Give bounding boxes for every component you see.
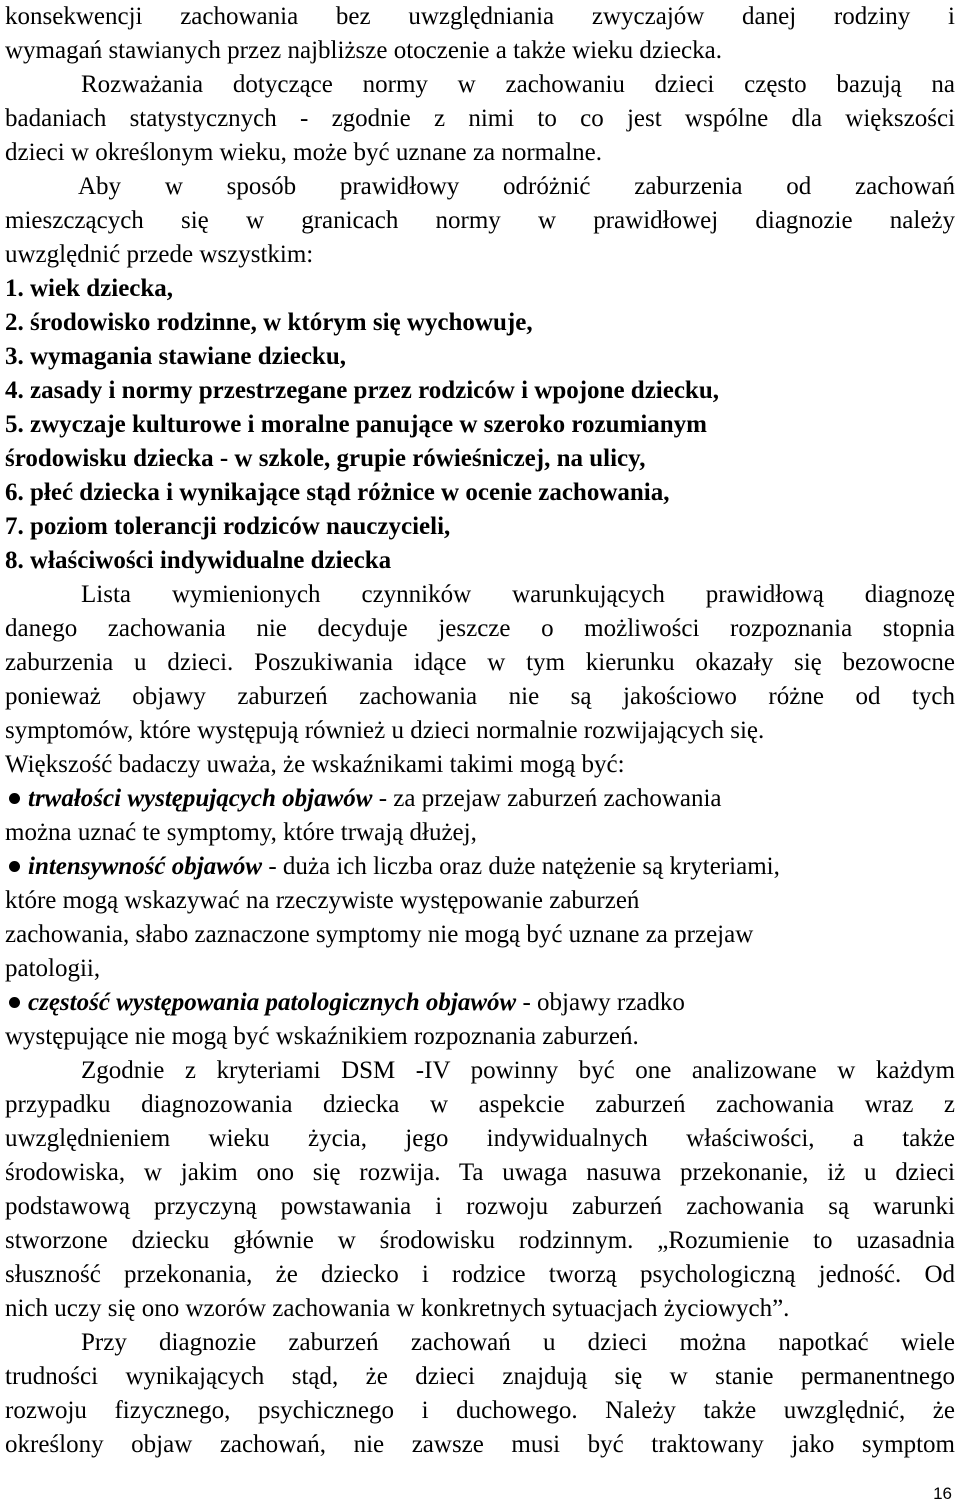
text-line: wymagań stawianych przez najbliższe otoczenie a także wieku dziecka. xyxy=(5,37,723,64)
bullet-term: częstość występowania patologicznych objawów xyxy=(28,989,517,1016)
list-item: 6. płeć dziecka i wynikające stąd różnice w ocenie zachowania, xyxy=(5,479,670,506)
text-line: trudności wynikających stąd, że dzieci znajdują się w stanie permanentnego xyxy=(5,1363,955,1390)
text-line: określony objaw zachowań, nie zawsze musi być traktowany jako symptom xyxy=(5,1431,955,1458)
text-line: symptomów, które występują również u dzieci normalnie rozwijających się. xyxy=(5,717,765,744)
text-line: słuszność przekonania, że dziecko i rodzice tworzą psychologiczną jedność. Od xyxy=(5,1261,955,1288)
text-line: mieszczących się w granicach normy w prawidłowej diagnozie należy xyxy=(5,207,955,234)
page-number: 16 xyxy=(933,1484,952,1503)
bullet-icon xyxy=(9,793,20,804)
bullet-term: trwałości występujących objawów xyxy=(28,785,373,812)
list-item: 1. wiek dziecka, xyxy=(5,275,174,302)
text-line: Lista wymienionych czynników warunkujących prawidłową diagnozę xyxy=(81,581,955,608)
bullet-text: - objawy rzadko xyxy=(516,989,685,1016)
text-line: zachowania, słabo zaznaczone symptomy nie mogą być uznane za przejaw xyxy=(5,921,754,948)
factors-list xyxy=(5,272,955,578)
text-line: Przy diagnozie zaburzeń zachowań u dzieci można napotkać wiele xyxy=(81,1329,955,1356)
list-item xyxy=(5,986,955,1020)
bullet-term: intensywność objawów xyxy=(28,853,263,880)
indicator-list xyxy=(5,782,955,1054)
text-line: rozwoju fizycznego, psychicznego i duchowego. Należy także uwzględnić, że xyxy=(5,1397,955,1424)
text-line: przypadku diagnozowania dziecka w aspekcie zaburzeń zachowania wraz z xyxy=(5,1091,955,1118)
list-item: 3. wymagania stawiane dziecku, xyxy=(5,343,346,370)
list-item xyxy=(5,850,955,884)
text-line: badaniach statystycznych - zgodnie z nimi to co jest wspólne dla większości xyxy=(5,105,955,132)
list-item: 7. poziom tolerancji rodziców nauczycieli, xyxy=(5,513,451,540)
bullet-text: - za przejaw zaburzeń zachowania xyxy=(372,785,722,812)
list-item: środowisku dziecka - w szkole, grupie rówieśniczej, na ulicy, xyxy=(5,445,646,472)
text-line: które mogą wskazywać na rzeczywiste występowanie zaburzeń xyxy=(5,887,640,914)
text-line: konsekwencji zachowania bez uwzględniania zwyczajów danej rodziny i xyxy=(5,3,955,30)
text-line: podstawową przyczyną powstawania i rozwoju zaburzeń zachowania są warunki xyxy=(5,1193,955,1220)
bullet-text: - duża ich liczba oraz duże natężenie są kryteriami, xyxy=(262,853,780,880)
text-line: danego zachowania nie decyduje jeszcze o możliwości rozpoznania stopnia xyxy=(5,615,955,642)
text-line: zaburzenia u dzieci. Poszukiwania idące w tym kierunku okazały się bezowocne xyxy=(5,649,955,676)
text-line: patologii, xyxy=(5,955,101,982)
text-line: dzieci w określonym wieku, może być uznane za normalne. xyxy=(5,139,602,166)
text-line: Aby w sposób prawidłowy odróżnić zaburzenia od zachowań xyxy=(78,173,955,200)
text-line: Większość badaczy uważa, że wskaźnikami takimi mogą być: xyxy=(5,751,625,778)
text-line: można uznać te symptomy, które trwają dłużej, xyxy=(5,819,477,846)
bullet-icon xyxy=(9,861,20,872)
bullet-icon xyxy=(9,997,20,1008)
text-line: stworzone dziecku głównie w środowisku rodzinnym. „Rozumienie to uzasadnia xyxy=(5,1227,955,1254)
list-item: 8. właściwości indywidualne dziecka xyxy=(5,547,392,574)
list-item: 5. zwyczaje kulturowe i moralne panujące w szeroko rozumianym xyxy=(5,411,708,438)
text-line: uwzględnić przede wszystkim: xyxy=(5,241,314,268)
list-item: 4. zasady i normy przestrzegane przez rodziców i wpojone dziecku, xyxy=(5,377,719,404)
text-line: Rozważania dotyczące normy w zachowaniu dzieci często bazują na xyxy=(81,71,955,98)
document-page xyxy=(5,0,955,1462)
list-item: 2. środowisko rodzinne, w którym się wychowuje, xyxy=(5,309,533,336)
text-line: ponieważ objawy zaburzeń zachowania nie są jakościowo różne od tych xyxy=(5,683,955,710)
text-line: występujące nie mogą być wskaźnikiem rozpoznania zaburzeń. xyxy=(5,1023,639,1050)
text-line: Zgodnie z kryteriami DSM -IV powinny być one analizowane w każdym xyxy=(81,1057,955,1084)
text-line: nich uczy się ono wzorów zachowania w konkretnych sytuacjach życiowych”. xyxy=(5,1295,790,1322)
list-item xyxy=(5,782,955,816)
text-line: uwzględnieniem wieku życia, jego indywidualnych właściwości, a także xyxy=(5,1125,955,1152)
text-line: środowiska, w jakim ono się rozwija. Ta uwaga nasuwa przekonanie, iż u dzieci xyxy=(5,1159,955,1186)
